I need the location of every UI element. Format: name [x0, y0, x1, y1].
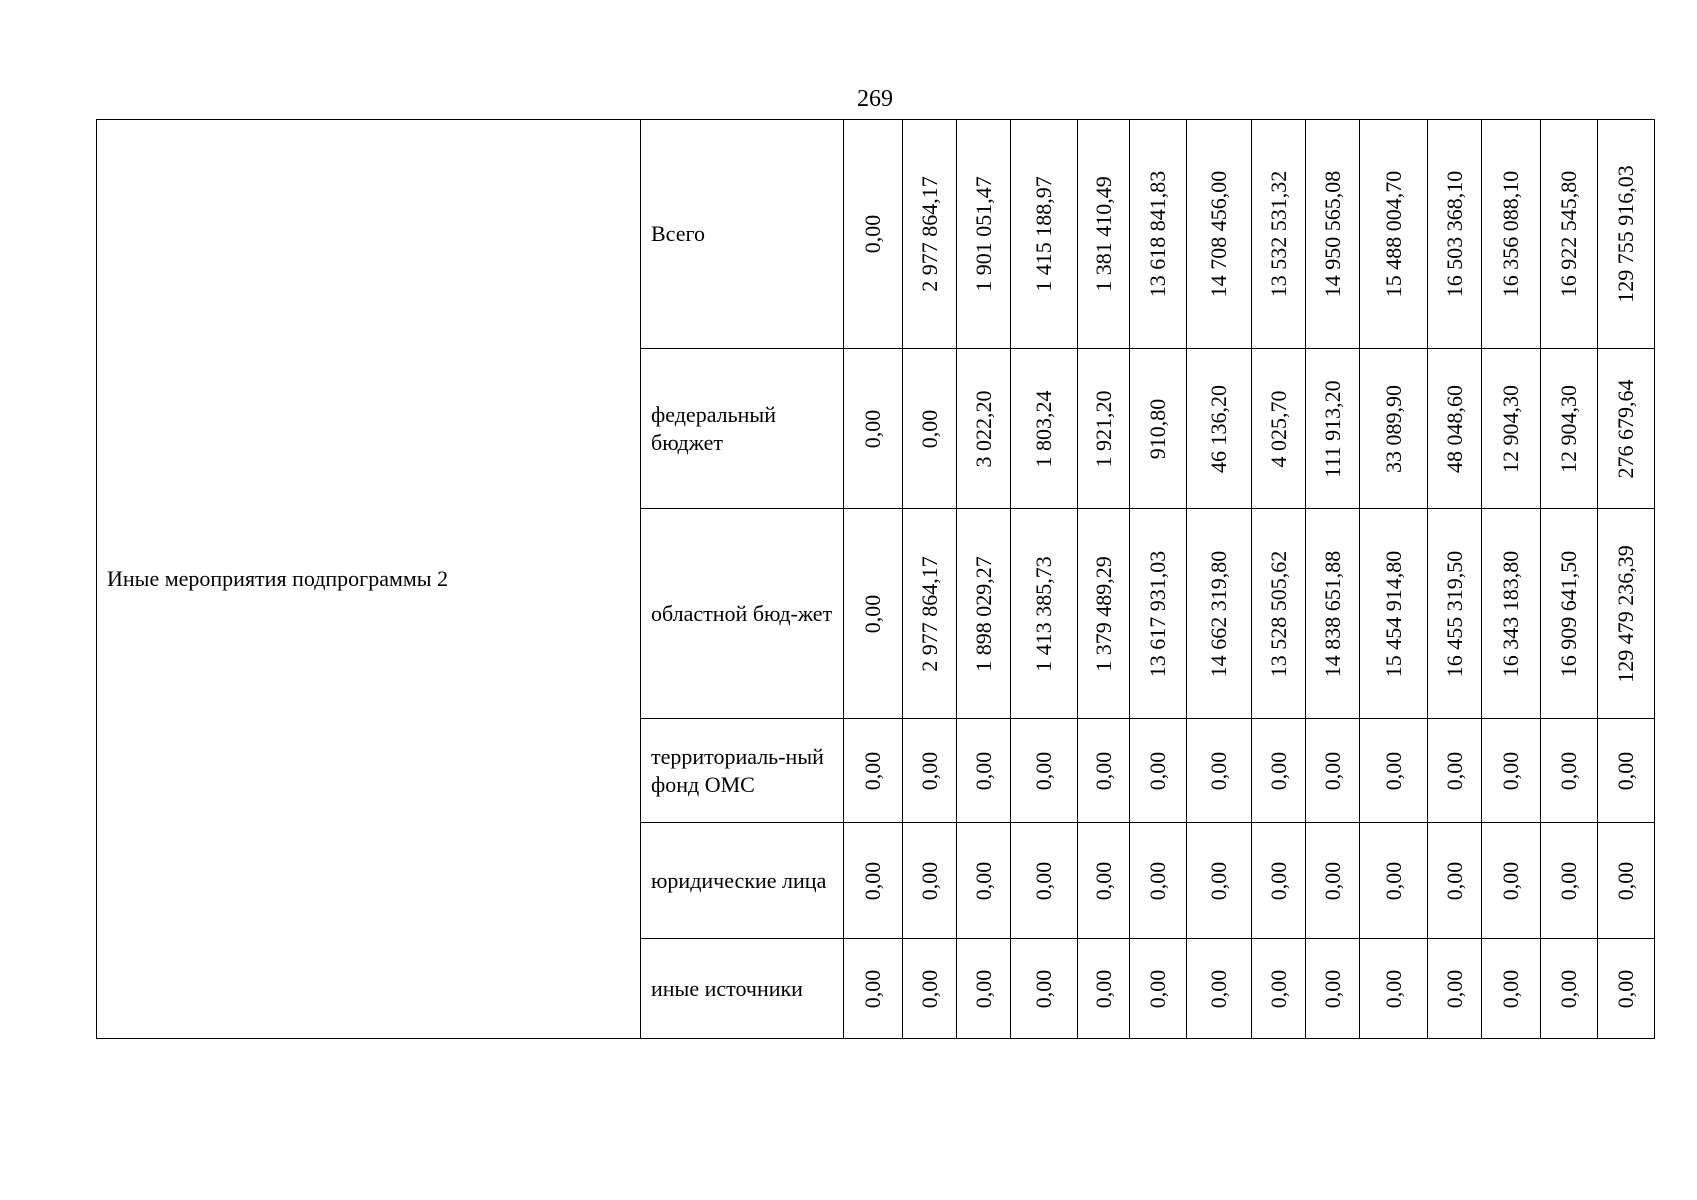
value-cell — [903, 719, 957, 823]
value-cell — [1130, 509, 1187, 719]
value-cell — [1130, 939, 1187, 1039]
value-cell — [1598, 719, 1655, 823]
source-label: юридические лица — [651, 867, 827, 893]
program-name-cell — [97, 120, 641, 1039]
value-cell — [1011, 349, 1078, 509]
value-text: 129 479 236,39 — [1613, 544, 1638, 683]
value-text: 0,00 — [1441, 861, 1467, 900]
value-cell — [1541, 349, 1598, 509]
value-text: 0,00 — [1556, 969, 1581, 1008]
value-cell — [1011, 823, 1078, 939]
value-cell — [1482, 349, 1541, 509]
value-cell — [1482, 823, 1541, 939]
value-cell — [1306, 823, 1360, 939]
value-text: 3 022,20 — [970, 390, 996, 467]
value-cell — [957, 719, 1011, 823]
value-cell — [1360, 349, 1428, 509]
value-cell — [1187, 120, 1252, 349]
value-text: 0,00 — [1206, 969, 1231, 1008]
value-text: 48 048,60 — [1441, 384, 1467, 473]
value-text: 12 904,30 — [1498, 384, 1523, 473]
value-cell — [1306, 719, 1360, 823]
value-cell — [1252, 509, 1306, 719]
value-text: 16 455 319,50 — [1441, 550, 1467, 677]
value-text: 33 089,90 — [1380, 384, 1406, 473]
value-text: 14 708 456,00 — [1206, 170, 1231, 298]
source-label-cell — [641, 349, 844, 509]
value-text: 0,00 — [1498, 861, 1523, 900]
value-cell — [1130, 349, 1187, 509]
value-cell — [1360, 823, 1428, 939]
value-cell — [1078, 939, 1130, 1039]
value-text: 0,00 — [916, 409, 942, 448]
value-text: 0,00 — [860, 214, 885, 254]
value-text: 2 977 864,17 — [916, 555, 942, 672]
value-text: 0,00 — [1498, 969, 1523, 1008]
value-text: 14 950 565,08 — [1319, 170, 1345, 298]
value-cell — [1598, 120, 1655, 349]
value-cell — [1187, 509, 1252, 719]
program-name: Иные мероприятия подпрограммы 2 — [107, 566, 449, 591]
value-text: 0,00 — [1145, 969, 1170, 1008]
budget-table — [96, 119, 1655, 1039]
value-text: 0,00 — [970, 751, 996, 790]
value-text: 2 977 864,17 — [916, 176, 942, 292]
value-text: 16 343 183,80 — [1498, 550, 1523, 677]
source-label: Всего — [651, 221, 705, 246]
value-cell — [1598, 823, 1655, 939]
value-text: 13 532 531,32 — [1265, 170, 1291, 298]
value-cell — [1078, 823, 1130, 939]
value-cell — [1541, 509, 1598, 719]
value-cell — [1011, 719, 1078, 823]
value-text: 0,00 — [1498, 751, 1523, 790]
value-cell — [1541, 120, 1598, 349]
value-cell — [844, 719, 903, 823]
value-cell — [1130, 823, 1187, 939]
value-cell — [844, 823, 903, 939]
value-cell — [1078, 349, 1130, 509]
value-cell — [1252, 120, 1306, 349]
value-text: 0,00 — [1265, 969, 1291, 1008]
value-cell — [1428, 509, 1482, 719]
value-cell — [903, 939, 957, 1039]
value-cell — [844, 509, 903, 719]
value-text: 16 922 545,80 — [1556, 170, 1581, 298]
value-text: 1 413 385,73 — [1031, 555, 1056, 672]
value-cell — [1130, 719, 1187, 823]
value-text: 0,00 — [970, 969, 996, 1008]
value-cell — [957, 349, 1011, 509]
value-text: 14 838 651,88 — [1319, 550, 1345, 677]
value-text: 4 025,70 — [1265, 390, 1291, 467]
value-cell — [957, 509, 1011, 719]
source-label: иные источники — [651, 975, 803, 1001]
value-text: 1 415 188,97 — [1031, 176, 1056, 292]
source-label-cell — [641, 120, 844, 349]
value-cell — [1078, 120, 1130, 349]
value-cell — [1360, 509, 1428, 719]
value-text: 1 379 489,29 — [1090, 555, 1116, 672]
source-label-cell — [641, 509, 844, 719]
value-cell — [1598, 349, 1655, 509]
value-cell — [1360, 719, 1428, 823]
value-text: 0,00 — [1441, 969, 1467, 1008]
value-cell — [1428, 120, 1482, 349]
value-text: 16 356 088,10 — [1498, 170, 1523, 298]
source-label: федеральный бюджет — [651, 401, 776, 455]
value-text: 15 488 004,70 — [1380, 170, 1406, 298]
value-cell — [1078, 509, 1130, 719]
page-number: 269 — [857, 86, 893, 112]
value-text: 0,00 — [1090, 861, 1116, 900]
source-label-cell — [641, 939, 844, 1039]
value-text: 0,00 — [1145, 861, 1170, 900]
value-cell — [1482, 120, 1541, 349]
value-cell — [1252, 939, 1306, 1039]
source-label: территориаль-ный фонд ОМС — [651, 743, 824, 797]
value-cell — [1482, 719, 1541, 823]
value-text: 0,00 — [1265, 751, 1291, 790]
value-text: 14 662 319,80 — [1206, 550, 1231, 677]
value-text: 0,00 — [1380, 969, 1406, 1008]
value-cell — [1482, 939, 1541, 1039]
value-text: 0,00 — [916, 861, 942, 900]
value-cell — [903, 509, 957, 719]
value-text: 0,00 — [916, 751, 942, 790]
value-text: 0,00 — [1613, 861, 1638, 900]
value-text: 13 528 505,62 — [1265, 550, 1291, 677]
value-text: 910,80 — [1145, 398, 1170, 459]
value-cell — [1252, 349, 1306, 509]
value-cell — [1306, 509, 1360, 719]
source-label: областной бюд-жет — [651, 600, 833, 626]
value-cell — [1482, 509, 1541, 719]
source-label-cell — [641, 719, 844, 823]
value-cell — [1360, 939, 1428, 1039]
value-cell — [1360, 120, 1428, 349]
value-text: 0,00 — [1556, 751, 1581, 790]
value-text: 0,00 — [1090, 969, 1116, 1008]
value-text: 0,00 — [916, 969, 942, 1008]
value-text: 0,00 — [1031, 861, 1056, 900]
value-text: 0,00 — [1319, 969, 1345, 1008]
value-cell — [1252, 823, 1306, 939]
source-label-cell — [641, 823, 844, 939]
value-text: 1 921,20 — [1090, 390, 1116, 467]
value-text: 0,00 — [1613, 969, 1638, 1008]
value-text: 0,00 — [1319, 751, 1345, 790]
value-cell — [1428, 719, 1482, 823]
value-text: 0,00 — [1380, 751, 1406, 790]
value-text: 1 898 029,27 — [970, 555, 996, 672]
value-text: 0,00 — [970, 861, 996, 900]
value-cell — [844, 939, 903, 1039]
value-cell — [1598, 939, 1655, 1039]
value-text: 13 618 841,83 — [1145, 170, 1170, 298]
value-text: 0,00 — [1556, 861, 1581, 900]
value-cell — [1541, 719, 1598, 823]
value-text: 0,00 — [1613, 751, 1638, 790]
value-text: 0,00 — [1319, 861, 1345, 900]
value-text: 1 803,24 — [1031, 390, 1056, 467]
value-cell — [1428, 939, 1482, 1039]
value-cell — [1187, 939, 1252, 1039]
value-text: 0,00 — [860, 861, 885, 900]
value-text: 0,00 — [1206, 751, 1231, 790]
table-body — [97, 120, 1655, 1039]
value-text: 16 909 641,50 — [1556, 550, 1581, 677]
value-text: 0,00 — [1265, 861, 1291, 900]
value-text: 13 617 931,03 — [1145, 550, 1170, 677]
value-cell — [957, 120, 1011, 349]
value-text: 0,00 — [1145, 751, 1170, 790]
value-cell — [1541, 939, 1598, 1039]
value-cell — [957, 823, 1011, 939]
value-cell — [1306, 120, 1360, 349]
value-text: 111 913,20 — [1319, 379, 1345, 478]
value-text: 0,00 — [860, 409, 885, 448]
value-cell — [844, 120, 903, 349]
value-cell — [903, 120, 957, 349]
value-text: 1 381 410,49 — [1090, 176, 1116, 292]
value-cell — [1011, 120, 1078, 349]
value-text: 0,00 — [1206, 861, 1231, 900]
value-text: 276 679,64 — [1613, 379, 1638, 478]
value-cell — [1252, 719, 1306, 823]
value-cell — [1011, 509, 1078, 719]
value-cell — [903, 349, 957, 509]
value-cell — [1428, 349, 1482, 509]
value-cell — [1541, 823, 1598, 939]
table-row — [97, 120, 1655, 349]
value-text: 129 755 916,03 — [1613, 165, 1638, 303]
value-text: 16 503 368,10 — [1441, 170, 1467, 298]
value-text: 1 901 051,47 — [970, 176, 996, 292]
value-text: 0,00 — [1441, 751, 1467, 790]
value-cell — [1598, 509, 1655, 719]
value-cell — [1306, 939, 1360, 1039]
value-text: 12 904,30 — [1556, 384, 1581, 473]
value-text: 0,00 — [1090, 751, 1116, 790]
value-cell — [1306, 349, 1360, 509]
value-cell — [1187, 823, 1252, 939]
value-cell — [844, 349, 903, 509]
value-text: 15 454 914,80 — [1380, 550, 1406, 677]
value-text: 0,00 — [860, 594, 885, 633]
value-text: 0,00 — [860, 751, 885, 790]
value-cell — [1078, 719, 1130, 823]
value-cell — [1011, 939, 1078, 1039]
value-text: 0,00 — [1380, 861, 1406, 900]
value-cell — [1187, 349, 1252, 509]
value-cell — [1130, 120, 1187, 349]
value-cell — [1187, 719, 1252, 823]
value-cell — [957, 939, 1011, 1039]
value-text: 0,00 — [1031, 969, 1056, 1008]
value-text: 0,00 — [860, 969, 885, 1008]
value-cell — [1428, 823, 1482, 939]
value-text: 46 136,20 — [1206, 384, 1231, 473]
value-text: 0,00 — [1031, 751, 1056, 790]
value-cell — [903, 823, 957, 939]
